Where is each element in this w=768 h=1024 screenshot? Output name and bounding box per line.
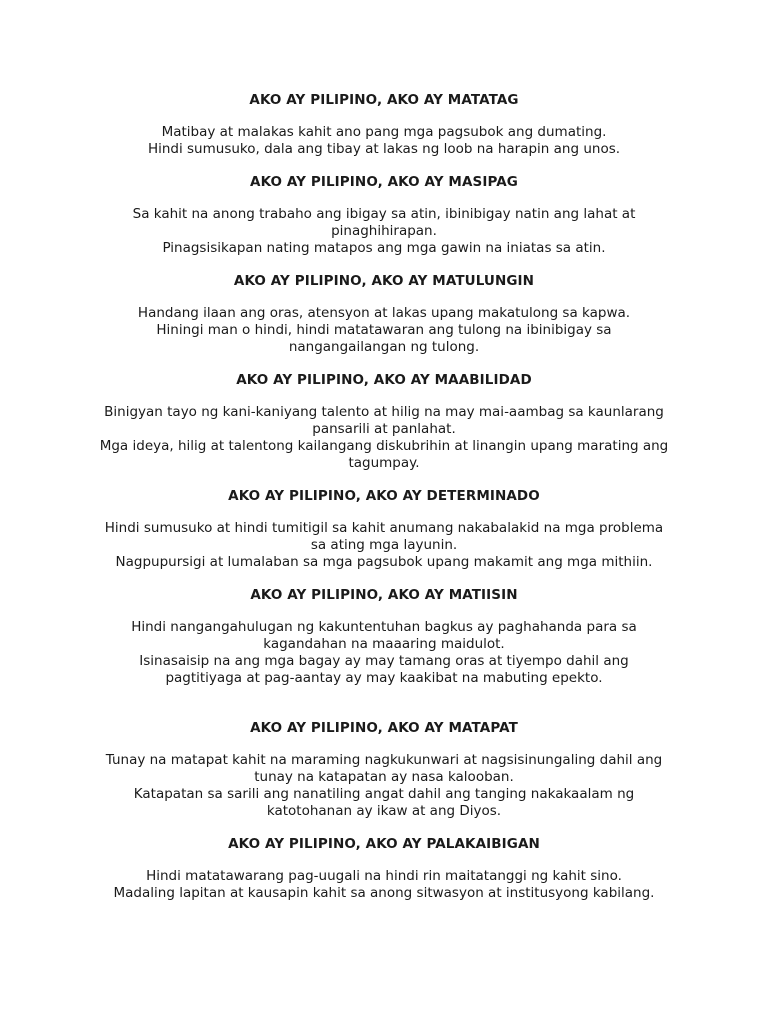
body-line: Hindi matatawarang pag-uugali na hindi rin maitatanggi ng kahit sino. bbox=[146, 868, 622, 884]
body-line: Katapatan sa sarili ang nanatiling angat dahil ang tanging nakakaalam ng bbox=[133, 786, 635, 802]
section-body bbox=[84, 619, 684, 687]
section-matiisin bbox=[84, 587, 684, 720]
body-line: Hindi nangangahulugan ng kakuntentuhan bagkus ay paghahanda para sa bbox=[131, 619, 637, 635]
body-line: katotohanan ay ikaw at ang Diyos. bbox=[266, 803, 502, 819]
section-body bbox=[84, 868, 684, 902]
section-masipag bbox=[84, 174, 684, 257]
section-matatag bbox=[84, 92, 684, 158]
body-line: Mga ideya, hilig at talentong kailangang diskubrihin at linangin upang marating ang bbox=[99, 438, 669, 454]
body-line: Hiningi man o hindi, hindi matatawaran ang tulong na ibinibigay sa bbox=[156, 322, 612, 338]
section-body bbox=[84, 404, 684, 472]
body-line: Madaling lapitan at kausapin kahit sa anong sitwasyon at institusyong kabilang. bbox=[113, 885, 655, 901]
section-heading: AKO AY PILIPINO, AKO AY MASIPAG bbox=[250, 174, 518, 190]
body-line: Isinasaisip na ang mga bagay ay may tamang oras at tiyempo dahil ang bbox=[139, 653, 629, 669]
section-heading: AKO AY PILIPINO, AKO AY MATIISIN bbox=[250, 587, 518, 603]
body-line: pagtitiyaga at pag-aantay ay may kaakibat na mabuting epekto. bbox=[165, 670, 603, 686]
body-line: pinaghihirapan. bbox=[331, 223, 437, 239]
body-line: Hindi sumusuko at hindi tumitigil sa kahit anumang nakabalakid na mga problema bbox=[104, 520, 664, 536]
section-body bbox=[84, 752, 684, 820]
body-line: Binigyan tayo ng kani-kaniyang talento at hilig na may mai-aambag sa kaunlarang bbox=[104, 404, 664, 420]
body-line: tagumpay. bbox=[348, 455, 420, 471]
section-body bbox=[84, 206, 684, 257]
section-matapat bbox=[84, 720, 684, 820]
document-page bbox=[84, 92, 684, 918]
body-line: pansarili at panlahat. bbox=[312, 421, 456, 437]
section-heading: AKO AY PILIPINO, AKO AY MATULUNGIN bbox=[233, 273, 535, 289]
body-line: Sa kahit na anong trabaho ang ibigay sa atin, ibinibigay natin ang lahat at bbox=[132, 206, 636, 222]
section-matulungin bbox=[84, 273, 684, 356]
body-line: Nagpupursigi at lumalaban sa mga pagsubok upang makamit ang mga mithiin. bbox=[115, 554, 653, 570]
body-line: tunay na katapatan ay nasa kalooban. bbox=[254, 769, 514, 785]
section-heading: AKO AY PILIPINO, AKO AY MATATAG bbox=[249, 92, 519, 108]
body-line: kagandahan na maaaring maidulot. bbox=[263, 636, 505, 652]
body-line: sa ating mga layunin. bbox=[310, 537, 458, 553]
section-body bbox=[84, 124, 684, 158]
body-line: Matibay at malakas kahit ano pang mga pagsubok ang dumating. bbox=[161, 124, 607, 140]
section-body bbox=[84, 520, 684, 571]
body-line: Handang ilaan ang oras, atensyon at lakas upang makatulong sa kapwa. bbox=[137, 305, 631, 321]
section-determinado bbox=[84, 488, 684, 571]
body-line: Tunay na matapat kahit na maraming nagkukunwari at nagsisinungaling dahil ang bbox=[105, 752, 663, 768]
body-line: Pinagsisikapan nating matapos ang mga gawin na iniatas sa atin. bbox=[162, 240, 606, 256]
body-line: Hindi sumusuko, dala ang tibay at lakas ng loob na harapin ang unos. bbox=[147, 141, 621, 157]
blank-line bbox=[84, 703, 684, 720]
section-body bbox=[84, 305, 684, 356]
section-maabilidad bbox=[84, 372, 684, 472]
body-line: nangangailangan ng tulong. bbox=[288, 339, 480, 355]
section-heading: AKO AY PILIPINO, AKO AY DETERMINADO bbox=[228, 488, 540, 504]
section-heading: AKO AY PILIPINO, AKO AY MATAPAT bbox=[250, 720, 518, 736]
section-palakaibigan bbox=[84, 836, 684, 902]
section-heading: AKO AY PILIPINO, AKO AY PALAKAIBIGAN bbox=[228, 836, 540, 852]
section-heading: AKO AY PILIPINO, AKO AY MAABILIDAD bbox=[236, 372, 532, 388]
